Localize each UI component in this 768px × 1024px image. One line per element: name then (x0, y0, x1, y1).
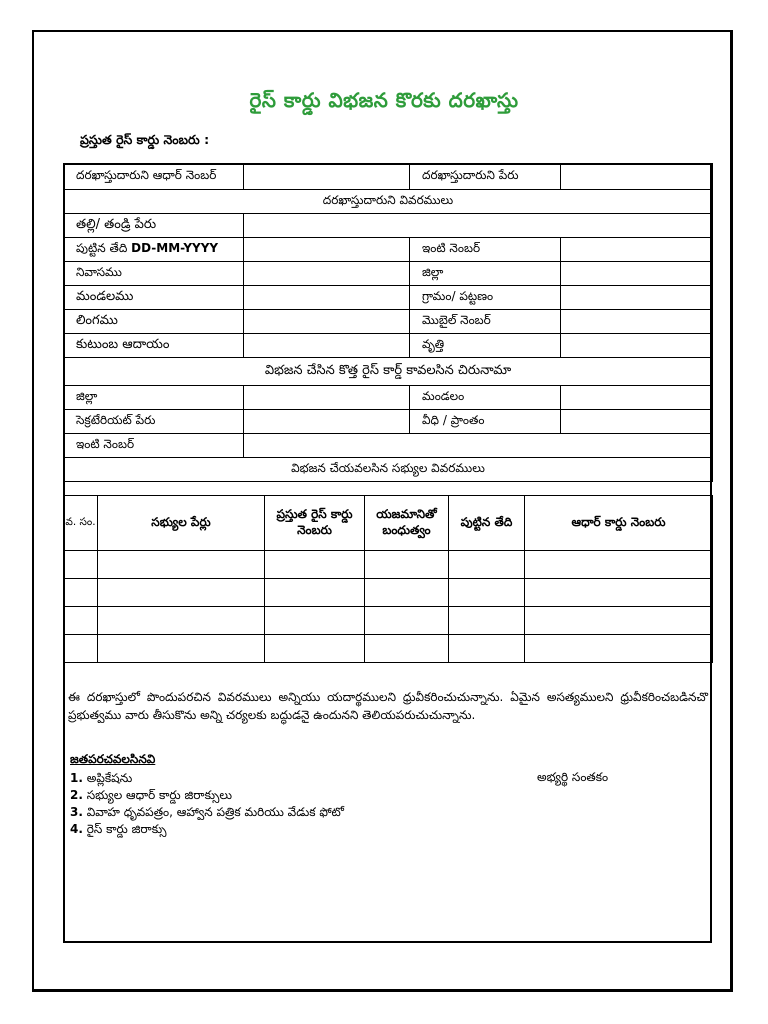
member-cell[interactable] (265, 579, 365, 607)
members-header-name: సభ్యుల పేర్లు (98, 496, 265, 551)
member-cell[interactable] (98, 607, 265, 635)
village-label: గ్రామం/ పట్టణం (410, 286, 561, 310)
address-house-number-field[interactable] (244, 434, 713, 458)
current-card-number-label: ప్రస్తుత రైస్ కార్డు నెంబరు : (80, 132, 210, 147)
member-cell[interactable] (525, 579, 713, 607)
form-title: రైస్ కార్డు విభజన కొరకు దరఖాస్తు (249, 88, 519, 112)
table-row (64, 607, 713, 635)
list-item: 1. అప్లికేషను (70, 771, 133, 785)
address-mandal-field[interactable] (561, 386, 713, 410)
members-header-dob: పుట్టిన తేది (449, 496, 525, 551)
section-applicant-details: దరఖాస్తుదారుని వివరములు (64, 190, 713, 214)
address-district-label: జిల్లా (64, 386, 244, 410)
gender-label: లింగము (64, 310, 244, 334)
attachments-heading: జతపరచవలసినవి (70, 752, 156, 766)
parent-name-label: తల్లి/ తండ్రి పేరు (64, 214, 244, 238)
applicant-details-table (63, 163, 713, 482)
member-cell[interactable] (449, 579, 525, 607)
aadhaar-field[interactable] (244, 164, 410, 190)
applicant-name-label: దరఖాస్తుదారుని పేరు (410, 164, 561, 190)
mandal-label: మండలము (64, 286, 244, 310)
section-members: విభజన చేయవలసిన సభ్యుల వివరములు (64, 458, 713, 482)
mobile-label: మొబైల్ నెంబర్ (410, 310, 561, 334)
member-cell[interactable] (265, 635, 365, 663)
dob-field[interactable] (244, 238, 410, 262)
occupation-label: వృత్తి (410, 334, 561, 358)
member-cell[interactable] (449, 551, 525, 579)
member-cell[interactable] (98, 551, 265, 579)
member-cell[interactable] (365, 551, 449, 579)
attachments-list (70, 770, 344, 838)
occupation-field[interactable] (561, 334, 713, 358)
member-cell[interactable] (64, 579, 98, 607)
members-header-serial: వ. సం. (64, 496, 98, 551)
members-header-aadhaar: ఆధార్ కార్డు నెంబరు (525, 496, 713, 551)
member-cell[interactable] (365, 579, 449, 607)
member-cell[interactable] (525, 635, 713, 663)
list-item: 3. వివాహ ధృవపత్రం, ఆహ్వాన పత్రిక మరియు వేడుక ఫోటో (70, 805, 344, 819)
income-label: కుటుంబ ఆదాయం (64, 334, 244, 358)
district-field[interactable] (561, 262, 713, 286)
mandal-field[interactable] (244, 286, 410, 310)
member-cell[interactable] (365, 635, 449, 663)
member-cell[interactable] (365, 607, 449, 635)
member-cell[interactable] (98, 579, 265, 607)
section-new-address: విభజన చేసిన కొత్త రైస్ కార్డ్ కావలసిన చిరునామా (64, 358, 713, 386)
residence-label: నివాసము (64, 262, 244, 286)
secretariat-field[interactable] (244, 410, 410, 434)
secretariat-label: సెక్రటేరియట్ పేరు (64, 410, 244, 434)
applicant-signature-label: అభ్యర్థి సంతకం (537, 770, 609, 784)
member-cell[interactable] (449, 607, 525, 635)
list-item: 2. సభ్యుల ఆధార్ కార్డు జిరాక్సులు (70, 788, 233, 802)
parent-name-field[interactable] (244, 214, 713, 238)
table-row (64, 635, 713, 663)
address-mandal-label: మండలం (410, 386, 561, 410)
member-cell[interactable] (525, 551, 713, 579)
address-district-field[interactable] (244, 386, 410, 410)
members-header-card-number: ప్రస్తుత రైస్ కార్డు నెంబరు (265, 496, 365, 551)
applicant-name-field[interactable] (561, 164, 713, 190)
street-label: వీధి / ప్రాంతం (410, 410, 561, 434)
street-field[interactable] (561, 410, 713, 434)
house-number-field[interactable] (561, 238, 713, 262)
residence-field[interactable] (244, 262, 410, 286)
income-field[interactable] (244, 334, 410, 358)
gender-field[interactable] (244, 310, 410, 334)
table-row (64, 551, 713, 579)
member-cell[interactable] (525, 607, 713, 635)
member-cell[interactable] (64, 635, 98, 663)
member-cell[interactable] (98, 635, 265, 663)
dob-format: DD-MM-YYYY (131, 241, 219, 255)
members-table (63, 495, 713, 663)
address-house-number-label: ఇంటి నెంబర్ (64, 434, 244, 458)
village-field[interactable] (561, 286, 713, 310)
dob-label: పుట్టిన తేది DD-MM-YYYY (64, 238, 244, 262)
mobile-field[interactable] (561, 310, 713, 334)
members-header-relation: యజమానితో బంధుత్వం (365, 496, 449, 551)
aadhaar-label: దరఖాస్తుదారుని ఆధార్ నెంబర్ (64, 164, 244, 190)
member-cell[interactable] (449, 635, 525, 663)
member-cell[interactable] (64, 607, 98, 635)
district-label: జిల్లా (410, 262, 561, 286)
declaration-text: ఈ దరఖాస్తులో పొందుపరచిన వివరములు అన్నియు యదార్థములని ధ్రువీకరించుచున్నాను. ఏమైన అసత్యములని ధ్రువీకరించబడినచొ ప్రభుత్వము వారు తీసుకొను అన్ని చర్యలకు బద్ధుడనై ఉందునని తెలియపరుచుచున్నాను. (68, 690, 708, 722)
member-cell[interactable] (265, 607, 365, 635)
house-number-label: ఇంటి నెంబర్ (410, 238, 561, 262)
member-cell[interactable] (64, 551, 98, 579)
member-cell[interactable] (265, 551, 365, 579)
list-item: 4. రైస్ కార్డు జిరాక్సు (70, 822, 167, 836)
table-row (64, 579, 713, 607)
